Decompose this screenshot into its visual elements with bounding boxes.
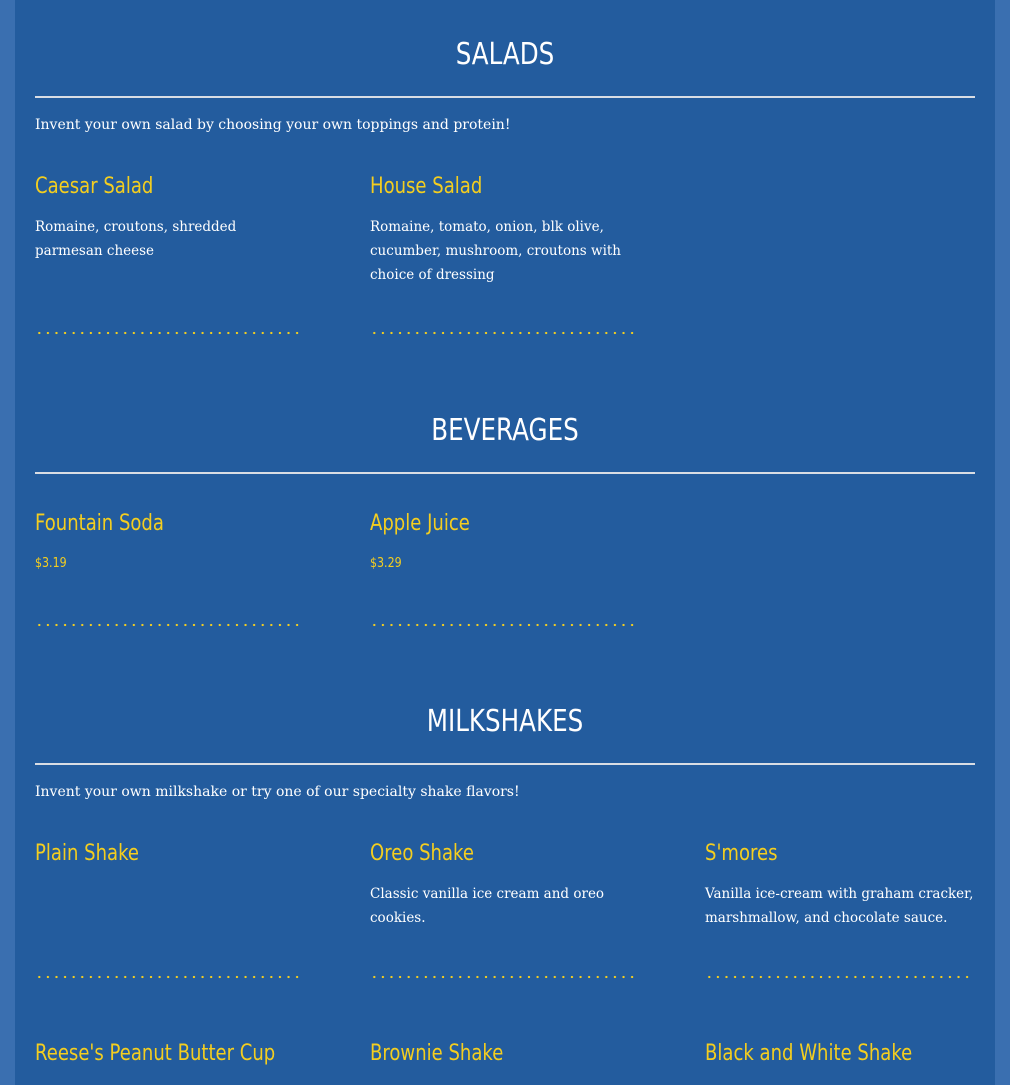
menu-item[interactable] — [370, 510, 640, 571]
item-description: Romaine, croutons, shredded parmesan cheese — [35, 219, 237, 259]
item-name: Reese's Peanut Butter Cup — [35, 1041, 276, 1066]
section-title: MILKSHAKES — [426, 704, 584, 739]
section-title: SALADS — [455, 37, 555, 72]
item-price: $3.29 — [370, 556, 402, 571]
item-name: Black and White Shake — [705, 1041, 913, 1066]
item-name: Fountain Soda — [35, 511, 164, 536]
section-intro: Invent your own salad by choosing your own toppings and protein! — [35, 117, 511, 133]
dotted-divider — [370, 623, 638, 627]
item-name: Plain Shake — [35, 841, 139, 866]
section-divider — [35, 763, 975, 765]
menu-item[interactable] — [370, 1040, 640, 1068]
section-salads — [35, 35, 975, 283]
section-title: BEVERAGES — [431, 413, 579, 448]
section-divider — [35, 96, 975, 98]
menu-item[interactable] — [705, 840, 975, 926]
section-beverages — [35, 411, 975, 571]
dotted-divider — [35, 331, 303, 335]
menu-item[interactable] — [705, 1040, 975, 1068]
item-name: S'mores — [705, 841, 778, 866]
menu-item[interactable] — [35, 1040, 305, 1068]
dotted-divider — [370, 975, 638, 979]
menu-panel — [15, 0, 995, 1085]
item-description: Vanilla ice-cream with graham cracker, marshmallow, and chocolate sauce. — [705, 886, 974, 926]
item-name: Oreo Shake — [370, 841, 474, 866]
item-name: Brownie Shake — [370, 1041, 504, 1066]
menu-item[interactable] — [35, 840, 305, 868]
section-intro: Invent your own milkshake or try one of our specialty shake flavors! — [35, 784, 520, 800]
dotted-divider — [35, 975, 303, 979]
item-name: Apple Juice — [370, 511, 470, 536]
menu-item[interactable] — [35, 510, 305, 571]
item-price: $3.19 — [35, 556, 67, 571]
menu-item[interactable] — [370, 173, 640, 283]
item-name: Caesar Salad — [35, 174, 154, 199]
menu-item[interactable] — [370, 840, 640, 926]
item-description: Classic vanilla ice cream and oreo cookies. — [370, 886, 605, 926]
dotted-divider — [705, 975, 973, 979]
section-divider — [35, 472, 975, 474]
menu-item[interactable] — [35, 173, 305, 259]
item-description: Romaine, tomato, onion, blk olive, cucumber, mushroom, croutons with choice of dressing — [370, 219, 622, 283]
dotted-divider — [35, 623, 303, 627]
item-name: House Salad — [370, 174, 483, 199]
section-milkshakes — [35, 702, 975, 1066]
dotted-divider — [370, 331, 638, 335]
